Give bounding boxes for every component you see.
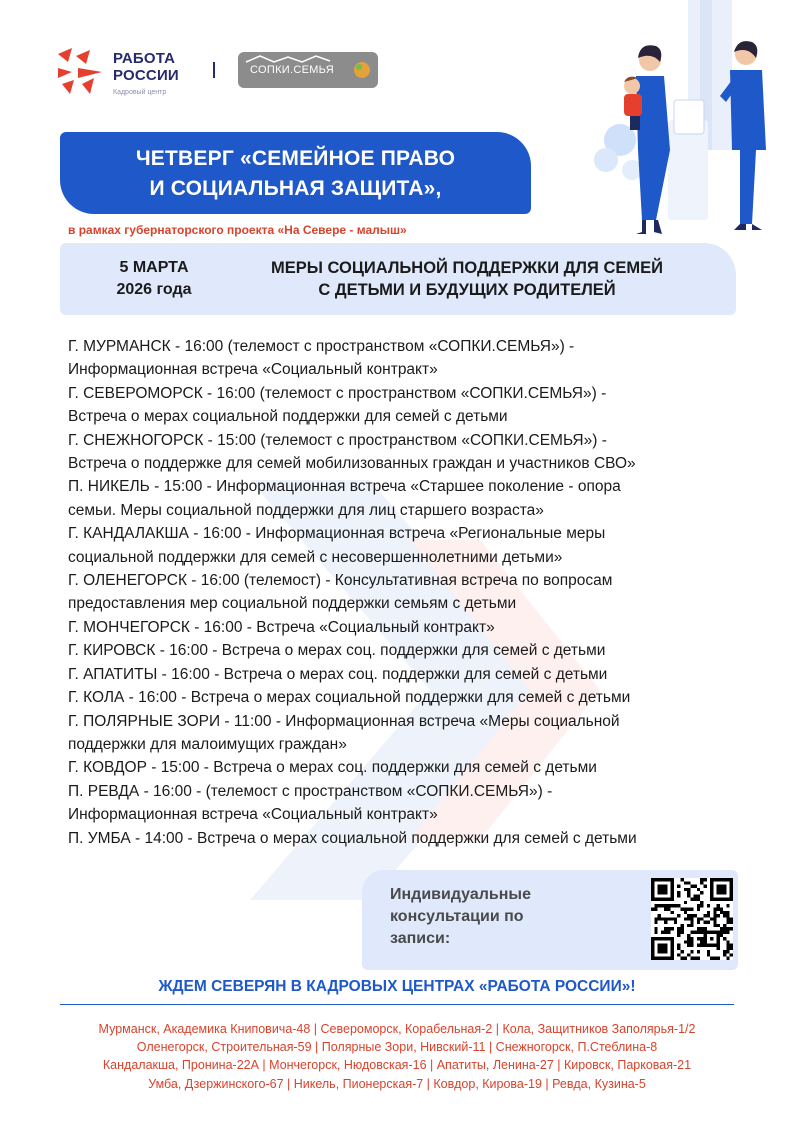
address-line: Оленегорск, Строительная-59 | Полярные Зори, Нивский-11 | Снежногорск, П.Стеблина-8	[136, 1040, 658, 1055]
schedule-line: социальной поддержки для семей с несовершеннолетними детьми»	[68, 548, 563, 566]
brand-line-2: РОССИИ	[113, 67, 179, 84]
brand-subtitle: Кадровый центр	[113, 89, 167, 96]
address-line: Умба, Дзержинского-67 | Никель, Пионерская-7 | Ковдор, Кирова-19 | Ревда, Кузина-5	[148, 1076, 646, 1091]
schedule-line: П. РЕВДА - 16:00 - (телемост с пространством «СОПКИ.СЕМЬЯ») -	[68, 782, 553, 800]
schedule-line: Г. КАНДАЛАКША - 16:00 - Информационная встреча «Региональные меры	[68, 525, 606, 543]
event-topic-line-1: МЕРЫ СОЦИАЛЬНОЙ ПОДДЕРЖКИ ДЛЯ СЕМЕЙ	[270, 259, 663, 277]
staff-illustration	[580, 0, 794, 240]
schedule-line: Г. СНЕЖНОГОРСК - 15:00 (телемост с пространством «СОПКИ.СЕМЬЯ») -	[68, 431, 607, 449]
schedule-line: П. НИКЕЛЬ - 15:00 - Информационная встреча «Старшее поколение - опора	[68, 478, 621, 496]
consultation-line-1: Индивидуальные	[390, 886, 531, 903]
sopki-semya-logo	[238, 52, 378, 88]
schedule-line: Информационная встреча «Социальный контракт»	[68, 806, 438, 824]
partner-name: СОПКИ.СЕМЬЯ	[250, 64, 334, 76]
schedule-line: Г. ПОЛЯРНЫЕ ЗОРИ - 11:00 - Информационная встреча «Меры социальной	[68, 712, 620, 730]
event-topic-line-2: С ДЕТЬМИ И БУДУЩИХ РОДИТЕЛЕЙ	[318, 281, 616, 299]
schedule-line: семьи. Меры социальной поддержки для лиц старшего возраста»	[68, 501, 544, 519]
schedule-line: Г. АПАТИТЫ - 16:00 - Встреча о мерах соц. поддержки для семей с детьми	[68, 665, 608, 683]
rabota-rossii-emblem-icon	[56, 46, 108, 98]
schedule-line: Встреча о мерах социальной поддержки для семей с детьми	[68, 408, 508, 426]
consultation-line-3: записи:	[390, 930, 451, 947]
qr-code-icon[interactable]	[651, 878, 733, 960]
title-line-2: И СОЦИАЛЬНАЯ ЗАЩИТА»,	[149, 177, 442, 200]
project-subtitle: в рамках губернаторского проекта «На Севере - малыш»	[68, 223, 407, 237]
address-line: Кандалакша, Пронина-22А | Мончегорск, Нюдовская-16 | Апатиты, Ленина-27 | Кировск, Парковая-21	[102, 1058, 692, 1073]
schedule-line: предоставления мер социальной поддержки семьям с детьми	[68, 595, 517, 613]
footer-divider	[60, 1004, 734, 1005]
event-date-day: 5 МАРТА	[119, 259, 189, 276]
schedule-line: Г. КОЛА - 16:00 - Встреча о мерах социальной поддержки для семей с детьми	[68, 689, 631, 707]
schedule-line: П. УМБА - 14:00 - Встреча о мерах социальной поддержки для семей с детьми	[68, 829, 637, 847]
schedule-line: Встреча о поддержке для семей мобилизованных граждан и участников СВО»	[68, 455, 636, 473]
center-addresses	[0, 1020, 794, 1093]
event-schedule	[68, 335, 768, 850]
event-date-year: 2026 года	[116, 281, 192, 298]
schedule-line: поддержки для малоимущих граждан»	[68, 735, 347, 753]
schedule-line: Информационная встреча «Социальный контракт»	[68, 361, 438, 379]
title-line-1: ЧЕТВЕРГ «СЕМЕЙНОЕ ПРАВО	[135, 147, 456, 170]
title-banner	[60, 132, 531, 214]
schedule-line: Г. КИРОВСК - 16:00 - Встреча о мерах соц. поддержки для семей с детьми	[68, 642, 606, 660]
schedule-line: Г. СЕВЕРОМОРСК - 16:00 (телемост с пространством «СОПКИ.СЕМЬЯ») -	[68, 384, 607, 402]
schedule-line: Г. КОВДОР - 15:00 - Встреча о мерах соц. поддержки для семей с детьми	[68, 759, 597, 777]
consultation-text	[390, 884, 531, 950]
consultation-box	[362, 870, 738, 970]
schedule-line: Г. ОЛЕНЕГОРСК - 16:00 (телемост) - Консультативная встреча по вопросам	[68, 572, 613, 590]
consultation-line-2: консультации по	[390, 908, 524, 925]
brand-name	[113, 50, 179, 84]
address-line: Мурманск, Академика Книповича-48 | Североморск, Корабельная-2 | Кола, Защитников Заполярья-1/2	[98, 1022, 696, 1036]
schedule-line: Г. МУРМАНСК - 16:00 (телемост с пространством «СОПКИ.СЕМЬЯ») -	[68, 338, 575, 355]
rabota-rossii-logo	[56, 44, 206, 100]
welcome-slogan: ЖДЕМ СЕВЕРЯН В КАДРОВЫХ ЦЕНТРАХ «РАБОТА РОССИИ»!	[158, 978, 636, 995]
schedule-line: Г. МОНЧЕГОРСК - 16:00 - Встреча «Социальный контракт»	[68, 618, 495, 636]
event-info-band	[60, 243, 736, 315]
brand-line-1: РАБОТА	[113, 50, 176, 67]
logo-separator	[213, 62, 215, 78]
